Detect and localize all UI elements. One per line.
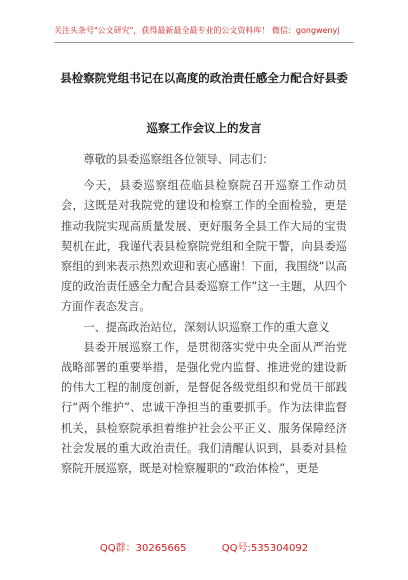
salutation: 尊敬的县委巡察组各位领导、同志们： xyxy=(83,153,274,166)
footer-qq-group: QQ群：30265665 xyxy=(99,543,187,554)
paragraph-section-1: 县委开展巡察工作，是贯彻落实党中央全面从严治党战略部署的重要举措，是强化党内监督、推进党的建设新的伟大工程的制度创新，是督促各级党组织和党员干部践行“两个维护”、忠诚干净担当的重要抓手。作为法律监督机关，县检察院承担着维护社会公平正义、服务保障经济社会发展的重大政治责任。我们清醒认识到，县委对县检察院开展巡察，既是对检察履职的“政治体检”，更是 xyxy=(61,340,347,476)
document-body xyxy=(61,150,347,479)
header-divider xyxy=(54,42,354,43)
document-title-line-1: 县检察院党组书记在以高度的政治责任感全力配合好县委 xyxy=(60,71,348,85)
document-title-line-2: 巡察工作会议上的发言 xyxy=(146,121,262,135)
footer-qq-number: QQ号:535304092 xyxy=(221,543,309,554)
page-header-notice: 关注头条号"公文研究"，获得最新最全最专业的公文资料库！ 微信：gongwenyj xyxy=(54,26,340,35)
page-footer xyxy=(0,543,408,555)
section-heading-1: 一、提高政治站位，深刻认识巡察工作的重大意义 xyxy=(83,320,330,334)
paragraph-intro: 今天，县委巡察组莅临县检察院召开巡察工作动员会，这既是对我院党的建设和检察工作的全面检验，更是推动我院实现高质量发展、更好服务全县工作大局的宝贵契机在此，我谨代表县检察院党组和全院干警，向县委巡察组的到来表示热烈欢迎和衷心感谢！下面，我围绕“以高度的政治责任感全力配合县委巡察工作”这一主题，从四个方面作表态发言。 xyxy=(61,179,347,314)
